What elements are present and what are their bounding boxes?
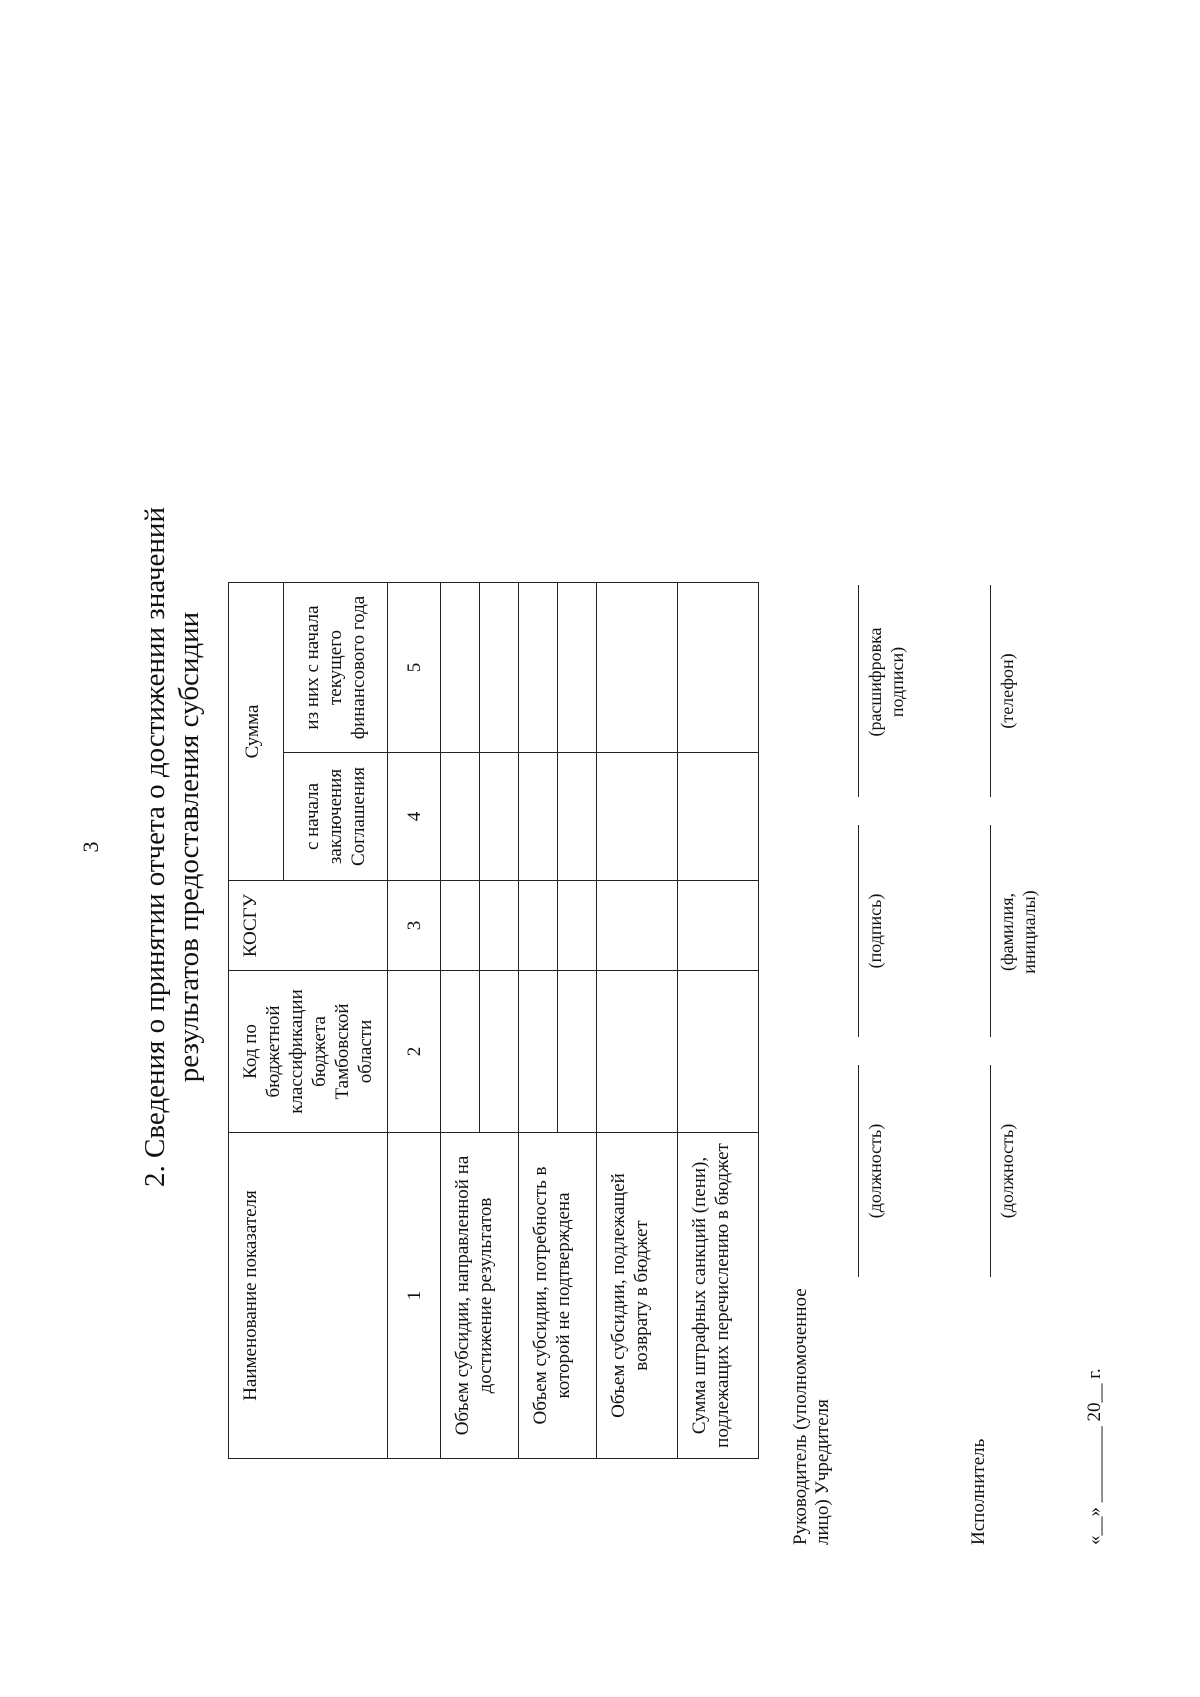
page-number: 3 [78,841,103,853]
head-label: Руководитель (уполномоченное лицо) Учредителя [790,1288,833,1545]
date-line: «__» ________ 20__ г. [1084,1368,1105,1545]
table-row [597,583,678,1459]
table-cell [678,971,759,1133]
table-cell [558,881,597,971]
table-cell [480,583,519,753]
report-table [228,582,759,1459]
executor-position-line [990,1065,991,1277]
table-cell [441,881,480,971]
head-signature-caption: (подпись) [865,893,885,969]
table-cell [678,583,759,753]
column-number: 5 [388,583,441,753]
title-line-1: 2. Сведения о принятии отчета о достижении значений [139,507,171,1187]
column-number: 1 [388,1133,441,1459]
table-row [519,583,558,1459]
table-cell [678,753,759,881]
header-row [229,583,284,1459]
table-cell [441,753,480,881]
table-cell [558,971,597,1133]
header-name: Наименование показателя [229,1133,388,1459]
table-cell [597,881,678,971]
column-number: 3 [388,881,441,971]
table-cell [480,753,519,881]
header-sum: Сумма [229,583,284,881]
header-kbk: Код по бюджетной классификации бюджета Тамбовской области [229,971,388,1133]
executor-label: Исполнитель [968,1438,989,1545]
table-cell [597,583,678,753]
row-name: Объем субсидии, направленной на достижение результатов [441,1133,519,1459]
table-cell [480,971,519,1133]
table-cell [519,753,558,881]
table-cell [519,971,558,1133]
table-cell [519,881,558,971]
head-position-line [858,1065,859,1277]
row-name: Объем субсидии, потребность в которой не подтверждена [519,1133,597,1459]
table-cell [597,753,678,881]
table-cell [558,753,597,881]
table-cell [441,583,480,753]
row-name: Объем субсидии, подлежащей возврату в бюджет [597,1133,678,1459]
column-number-row [388,583,441,1459]
column-number: 2 [388,971,441,1133]
table-cell [597,971,678,1133]
executor-position-caption: (должность) [997,1123,1017,1219]
table-cell [441,971,480,1133]
table-cell [558,583,597,753]
executor-name-line [990,825,991,1037]
executor-phone-caption: (телефон) [997,653,1017,729]
head-decoding-caption: (расшифровка подписи) [865,627,907,737]
header-sum-from-year: из них с начала текущего финансового года [284,583,388,753]
title-line-2: результатов предоставления субсидии [173,611,205,1083]
executor-phone-line [990,585,991,797]
page-title [138,347,206,1347]
head-signature-line [858,825,859,1037]
table-cell [519,583,558,753]
column-number: 4 [388,753,441,881]
head-decoding-line [858,585,859,797]
table-row [441,583,480,1459]
table-cell [678,881,759,971]
header-kosgu: КОСГУ [229,881,388,971]
table-cell [480,881,519,971]
table-row [678,583,759,1459]
head-position-caption: (должность) [865,1123,885,1219]
row-name: Сумма штрафных санкций (пени), подлежащих перечислению в бюджет [678,1133,759,1459]
header-sum-from-agreement: с начала заключения Соглашения [284,753,388,881]
executor-name-caption: (фамилия, инициалы) [997,890,1039,974]
